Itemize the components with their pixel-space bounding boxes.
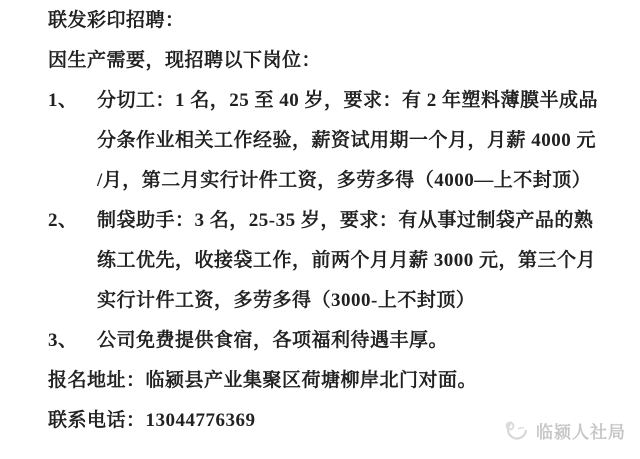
- renshe-seal-logo-icon: [502, 419, 530, 443]
- intro-line: [0, 41, 640, 81]
- title-text: 联发彩印招聘：: [48, 10, 185, 31]
- watermark: [502, 418, 626, 443]
- address-line: [0, 361, 640, 401]
- list-item-3-text-1: 公司免费提供食宿，各项福利待遇丰厚。: [97, 330, 449, 351]
- list-item-2-line-1: [0, 201, 640, 241]
- list-item-1-number: 1、: [48, 90, 78, 111]
- list-item-2-text-3: 实行计件工资，多劳多得（3000-上不封顶）: [97, 290, 476, 311]
- list-item-1-line-1: [0, 81, 640, 121]
- list-item-1-text-2: 分条作业相关工作经验，薪资试用期一个月，月薪 4000 元: [97, 130, 597, 151]
- notice-text-block: [0, 1, 640, 441]
- address-text: 报名地址：临颍县产业集聚区荷塘柳岸北门对面。: [48, 370, 478, 391]
- list-item-3-line-1: [0, 321, 640, 361]
- list-item-1-line-2: [0, 121, 640, 161]
- list-item-2-number: 2、: [48, 210, 78, 231]
- list-item-2-line-3: [0, 281, 640, 321]
- list-item-1-text-3: /月，第二月实行计件工资，多劳多得（4000—上不封顶）: [97, 170, 592, 191]
- list-item-2-line-2: [0, 241, 640, 281]
- watermark-label: 临颍人社局: [536, 423, 626, 442]
- title-line: [0, 1, 640, 41]
- list-item-2-text-2: 练工优先，收接袋工作，前两个月月薪 3000 元，第三个月: [97, 250, 597, 271]
- list-item-3-number: 3、: [48, 330, 78, 351]
- list-item-1-text-1: 分切工：1 名，25 至 40 岁，要求：有 2 年塑料薄膜半成品: [97, 90, 599, 111]
- list-item-2-text-1: 制袋助手：3 名，25-35 岁，要求：有从事过制袋产品的熟: [97, 210, 594, 231]
- intro-text: 因生产需要，现招聘以下岗位：: [48, 50, 322, 71]
- list-item-1-line-3: [0, 161, 640, 201]
- phone-text: 联系电话：13044776369: [48, 410, 256, 431]
